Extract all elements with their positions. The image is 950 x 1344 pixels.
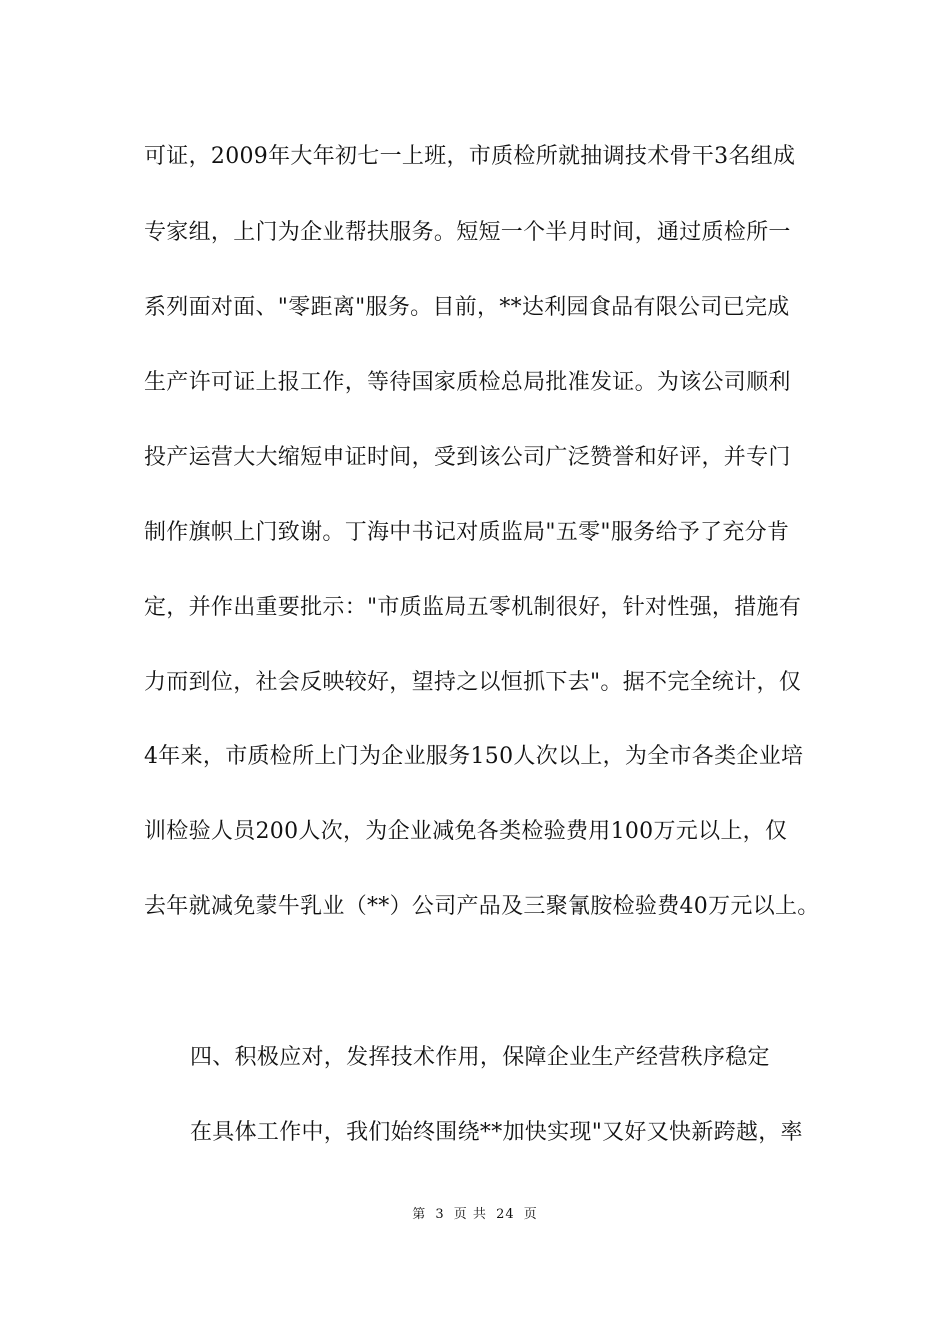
footer-page-number: 3: [435, 1207, 445, 1222]
body-line-1: 可证，2009年大年初七一上班，市质检所就抽调技术骨干3名组成: [144, 144, 796, 169]
body-line-9: 4年来，市质检所上门为企业服务150人次以上，为全市各类企业培: [144, 744, 804, 769]
body-line-5: 投产运营大大缩短申证时间，受到该公司广泛赞誉和好评，并专门: [144, 445, 791, 470]
body-line-3: 系列面对面、"零距离"服务。目前，**达利园食品有限公司已完成: [144, 295, 790, 320]
page-footer: [0, 1206, 950, 1224]
footer-suffix: 页: [523, 1207, 538, 1222]
footer-total-pages: 24: [496, 1207, 515, 1222]
body-line-8: 力而到位，社会反映较好，望持之以恒抓下去"。据不完全统计，仅: [144, 670, 802, 695]
paragraph-start-line: 在具体工作中，我们始终围绕**加快实现"又好又快新跨越，率: [190, 1120, 803, 1145]
body-line-4: 生产许可证上报工作，等待国家质检总局批准发证。为该公司顺利: [144, 370, 791, 395]
section-heading: 四、积极应对，发挥技术作用，保障企业生产经营秩序稳定: [190, 1045, 770, 1070]
footer-prefix: 第: [412, 1207, 427, 1222]
body-line-10: 训检验人员200人次，为企业减免各类检验费用100万元以上，仅: [144, 819, 788, 844]
footer-middle: 页 共: [453, 1207, 487, 1222]
body-line-2: 专家组，上门为企业帮扶服务。短短一个半月时间，通过质检所一: [144, 220, 791, 245]
body-line-7: 定，并作出重要批示："市质监局五零机制很好，针对性强，措施有: [144, 595, 802, 620]
body-line-11: 去年就减免蒙牛乳业（**）公司产品及三聚氰胺检验费40万元以上。: [144, 894, 820, 919]
body-line-6: 制作旗帜上门致谢。丁海中书记对质监局"五零"服务给予了充分肯: [144, 520, 790, 545]
